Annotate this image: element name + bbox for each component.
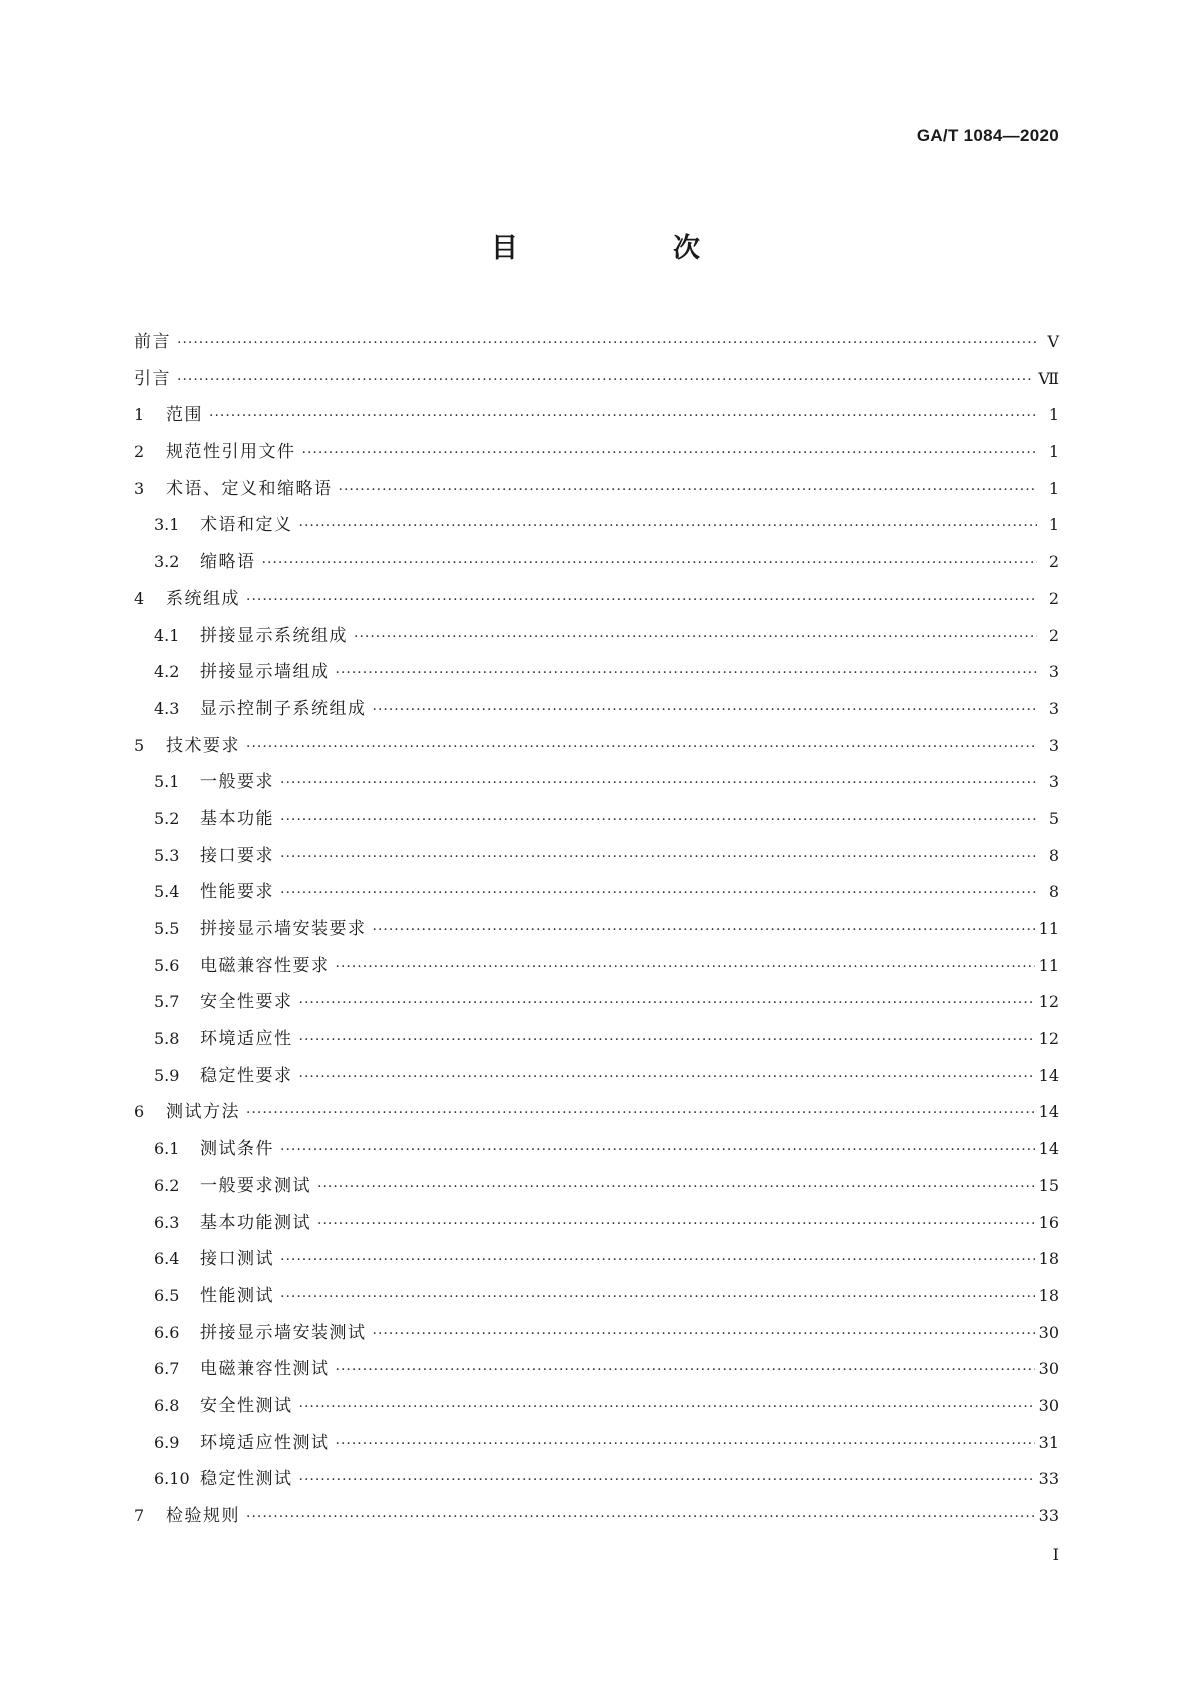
toc-entry-page: 3 [1048,772,1059,792]
toc-entry-number: 5.3 [154,845,180,865]
toc-entry-page: 1 [1048,442,1059,462]
toc-leader-dots [299,1399,1035,1415]
toc-entry-page: 30 [1038,1359,1059,1379]
toc-entry-number: 6.2 [154,1175,180,1195]
toc-entry-label: 安全性要求 [200,992,293,1013]
toc-entry-page: Ⅶ [1038,368,1059,388]
toc-leader-dots [246,1105,1035,1121]
toc-entry-label: 拼接显示墙安装要求 [200,919,367,939]
toc-entry-number: 6.3 [154,1212,180,1232]
toc-entry-page: 1 [1048,478,1059,498]
toc-entry-number: 6.1 [154,1139,180,1159]
toc-entry-page: 31 [1038,1432,1059,1452]
toc-entry-label: 检验规则 [166,1506,240,1526]
toc-entry-page: 12 [1038,992,1059,1012]
toc-entry-number: 6 [134,1102,145,1122]
toc-leader-dots [317,1216,1035,1232]
toc-leader-dots [177,335,1037,351]
toc-entry-page: 3 [1048,698,1059,718]
toc-entry-label: 基本功能 [200,808,274,829]
toc-entry-label: 电磁兼容性测试 [200,1359,330,1380]
toc-entry[interactable] [134,621,1059,658]
toc-entry-page: 15 [1038,1175,1059,1195]
toc-entry-page: 2 [1048,552,1059,572]
toc-entry[interactable] [134,804,1059,841]
toc-entry[interactable] [134,327,1059,364]
toc-entry[interactable] [134,877,1059,914]
toc-entry[interactable] [134,437,1059,474]
toc-leader-dots [317,1179,1035,1195]
toc-entry-page: 2 [1048,625,1059,645]
toc-entry-page: 12 [1038,1029,1059,1049]
toc-entry[interactable] [134,841,1059,878]
toc-entry-label: 测试方法 [166,1102,240,1123]
toc-entry-page: 3 [1048,735,1059,755]
toc-entry-number: 5 [134,735,145,755]
toc-entry-page: 14 [1038,1139,1059,1159]
toc-leader-dots [280,1252,1035,1268]
toc-entry-number: 3 [134,478,145,498]
toc-entry-label: 基本功能测试 [200,1212,311,1233]
toc-leader-dots [246,1509,1035,1525]
toc-entry-number: 3.1 [154,515,180,535]
toc-entry-label: 电磁兼容性要求 [200,955,330,976]
toc-entry-page: 1 [1048,515,1059,535]
toc-entry[interactable] [134,1501,1059,1538]
toc-leader-dots [280,812,1037,828]
toc-entry-page: 18 [1038,1249,1059,1269]
toc-entry-number: 3.2 [154,552,180,572]
toc-entry-number: 5.7 [154,992,180,1012]
toc-entry-page: Ⅴ [1047,332,1059,351]
toc-entry-label: 环境适应性测试 [200,1432,330,1453]
toc-entry-label: 性能测试 [200,1285,274,1306]
toc-leader-dots [280,849,1037,865]
toc-entry-page: 30 [1038,1322,1059,1342]
toc-entry-number: 6.7 [154,1359,180,1379]
toc-entry[interactable] [134,1391,1059,1428]
toc-entry[interactable] [134,694,1059,731]
toc-entry[interactable] [134,1318,1059,1355]
toc-entry[interactable] [134,1097,1059,1134]
toc-entry[interactable] [134,951,1059,988]
toc-entry-label: 缩略语 [200,552,256,573]
toc-entry-label: 一般要求测试 [200,1175,311,1196]
toc-entry-label: 术语和定义 [200,515,293,536]
toc-entry[interactable] [134,474,1059,511]
toc-entry-number: 4.2 [154,662,180,682]
toc-entry-number: 5.5 [154,919,180,938]
page-number: I [1052,1545,1059,1564]
toc-entry-page: 8 [1048,845,1059,865]
toc-entry-label: 引言 [134,368,171,389]
toc-entry[interactable] [134,1171,1059,1208]
toc-entry-page: 33 [1038,1469,1059,1489]
toc-entry[interactable] [134,1024,1059,1061]
toc-entry-number: 6.8 [154,1395,180,1415]
toc-leader-dots [177,372,1034,388]
toc-entry-page: 16 [1038,1212,1059,1232]
toc-entry[interactable] [134,400,1059,437]
toc-entry[interactable] [134,767,1059,804]
toc-entry-label: 拼接显示系统组成 [200,625,348,646]
toc-entry[interactable] [134,731,1059,768]
toc-entry-label: 系统组成 [166,588,240,609]
toc-leader-dots [280,1289,1035,1305]
toc-entry-label: 规范性引用文件 [166,442,296,463]
toc-leader-dots [299,1472,1035,1488]
toc-entry-label: 范围 [166,405,203,426]
page-title: 目 次 [491,233,764,264]
toc-entry-page: 14 [1038,1102,1059,1122]
toc-entry-label: 测试条件 [200,1139,274,1160]
toc-entry[interactable] [134,914,1059,951]
toc-entry-number: 4.1 [154,625,180,645]
toc-entry-label: 环境适应性 [200,1029,293,1050]
toc-leader-dots [336,1436,1035,1452]
toc-leader-dots [299,995,1035,1011]
toc-leader-dots [299,1069,1035,1085]
toc-entry-label: 技术要求 [166,735,240,756]
toc-entry[interactable] [134,547,1059,584]
toc-entry[interactable] [134,657,1059,694]
toc-leader-dots [336,1362,1035,1378]
toc-entry-page: 30 [1038,1395,1059,1415]
table-of-contents [134,327,1059,1538]
toc-entry[interactable] [134,584,1059,621]
toc-entry-page: 2 [1048,588,1059,608]
toc-entry-label: 一般要求 [200,772,274,793]
toc-entry-label: 接口测试 [200,1249,274,1270]
toc-entry-number: 5.6 [154,955,180,975]
toc-entry-number: 5.4 [154,882,180,902]
toc-leader-dots [246,592,1037,608]
toc-entry-number: 7 [134,1506,145,1525]
toc-entry-page: 33 [1038,1506,1059,1525]
toc-entry[interactable] [134,1428,1059,1465]
toc-entry-number: 6.4 [154,1249,180,1269]
toc-entry[interactable] [134,1208,1059,1245]
toc-entry[interactable] [134,510,1059,547]
toc-leader-dots [299,518,1038,534]
toc-entry-number: 6.5 [154,1285,180,1305]
toc-entry[interactable] [134,1134,1059,1171]
toc-entry-number: 1 [134,405,145,425]
toc-leader-dots [339,482,1038,498]
toc-entry[interactable] [134,1464,1059,1501]
toc-entry[interactable] [134,364,1059,401]
toc-leader-dots [302,445,1038,461]
toc-leader-dots [354,629,1037,645]
toc-leader-dots [262,555,1038,571]
toc-entry-number: 2 [134,442,145,462]
toc-entry-label: 安全性测试 [200,1395,293,1416]
toc-entry-label: 性能要求 [200,882,274,903]
toc-leader-dots [280,775,1037,791]
toc-entry[interactable] [134,1244,1059,1281]
toc-entry-page: 1 [1048,405,1059,425]
toc-leader-dots [373,1326,1035,1342]
toc-entry[interactable] [134,1281,1059,1318]
toc-entry-label: 显示控制子系统组成 [200,698,367,719]
toc-entry[interactable] [134,1061,1059,1098]
toc-entry-number: 4.3 [154,698,180,718]
toc-entry-label: 稳定性测试 [200,1469,293,1490]
toc-entry-number: 6.10 [154,1469,190,1489]
toc-entry-page: 18 [1038,1285,1059,1305]
toc-leader-dots [280,1142,1035,1158]
toc-entry-label: 前言 [134,332,171,352]
toc-entry[interactable] [134,987,1059,1024]
toc-entry-page: 3 [1048,662,1059,682]
toc-leader-dots [336,665,1038,681]
toc-entry-number: 6.9 [154,1432,180,1452]
toc-entry-number: 6.6 [154,1322,180,1342]
toc-entry-page: 14 [1038,1065,1059,1085]
toc-entry-page: 11 [1038,955,1059,975]
toc-entry-number: 4 [134,588,145,608]
toc-leader-dots [280,885,1037,901]
toc-leader-dots [373,702,1038,718]
toc-leader-dots [336,959,1035,975]
toc-leader-dots [209,408,1037,424]
toc-leader-dots [246,739,1037,755]
toc-entry-number: 5.9 [154,1065,180,1085]
toc-entry-label: 术语、定义和缩略语 [166,478,333,499]
toc-entry-label: 稳定性要求 [200,1065,293,1086]
standard-code: GA/T 1084—2020 [916,126,1059,145]
toc-entry-page: 11 [1038,919,1059,938]
toc-entry-number: 5.2 [154,808,180,828]
toc-entry-page: 5 [1048,808,1059,828]
toc-entry-page: 8 [1048,882,1059,902]
toc-leader-dots [373,922,1035,938]
toc-entry-label: 拼接显示墙组成 [200,662,330,683]
toc-entry-number: 5.8 [154,1029,180,1049]
toc-entry[interactable] [134,1354,1059,1391]
toc-entry-label: 拼接显示墙安装测试 [200,1322,367,1343]
toc-leader-dots [299,1032,1035,1048]
toc-entry-label: 接口要求 [200,845,274,866]
toc-entry-number: 5.1 [154,772,180,792]
